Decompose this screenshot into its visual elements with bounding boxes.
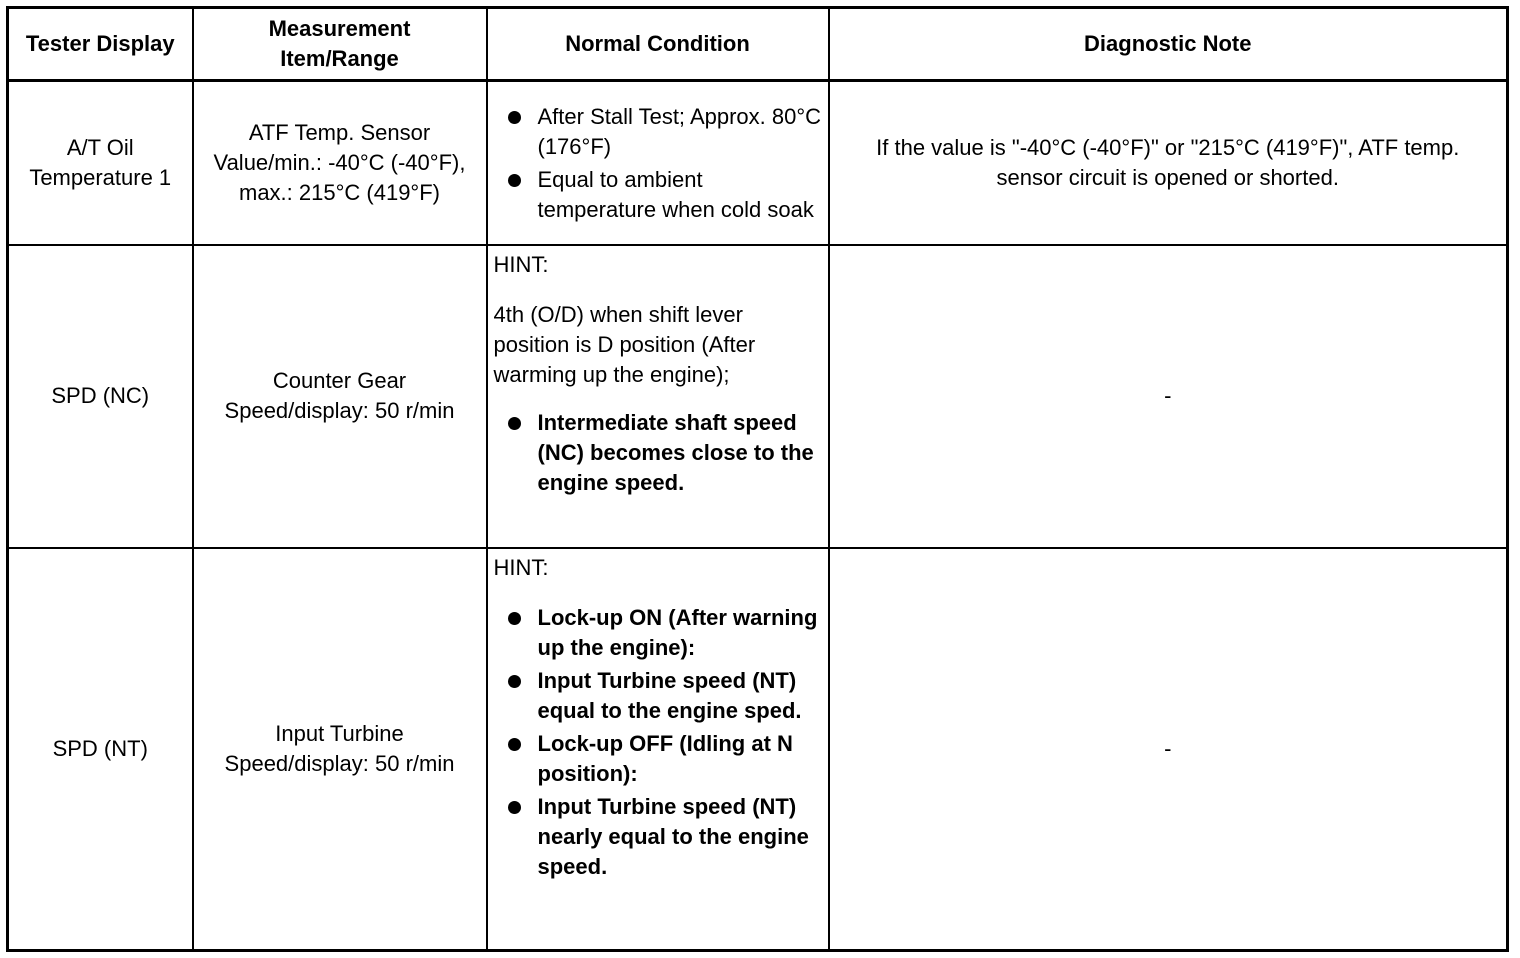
- condition-bullet: Lock-up OFF (Idling at N position):: [494, 729, 822, 789]
- tester-display-cell: SPD (NT): [8, 548, 193, 951]
- hint-label: HINT:: [493, 554, 549, 580]
- condition-bullet: After Stall Test; Approx. 80°C (176°F): [494, 102, 822, 162]
- condition-bullet-list: [494, 408, 822, 498]
- measurement-cell: Counter Gear Speed/display: 50 r/min: [193, 245, 487, 548]
- condition-bullet: Intermediate shaft speed (NC) becomes close to the engine speed.: [494, 408, 822, 498]
- hint-label: HINT:: [493, 251, 549, 277]
- normal-condition-cell: [487, 548, 829, 951]
- table-row: [8, 245, 1508, 548]
- normal-condition-cell: [487, 81, 829, 245]
- diagnostic-note-cell: If the value is "-40°C (-40°F)" or "215°C (419°F)", ATF temp. sensor circuit is opened or shorted.: [829, 81, 1508, 245]
- condition-bullet: Input Turbine speed (NT) nearly equal to the engine speed.: [494, 792, 822, 882]
- diagnostic-note-cell: -: [829, 548, 1508, 951]
- condition-bullet: Lock-up ON (After warning up the engine):: [494, 603, 822, 663]
- condition-bullet: Equal to ambient temperature when cold soak: [494, 165, 822, 225]
- table-row: [8, 81, 1508, 245]
- normal-condition-cell: [487, 245, 829, 548]
- measurement-cell: Input Turbine Speed/display: 50 r/min: [193, 548, 487, 951]
- table-row: [8, 548, 1508, 951]
- condition-bullet: Input Turbine speed (NT) equal to the engine sped.: [494, 666, 822, 726]
- diagnostic-note-cell: -: [829, 245, 1508, 548]
- header-diagnostic-note: Diagnostic Note: [829, 8, 1508, 81]
- condition-bullet-list: [494, 603, 822, 882]
- header-row: [8, 8, 1508, 81]
- header-measurement: Measurement Item/Range: [193, 8, 487, 81]
- measurement-cell: ATF Temp. Sensor Value/min.: -40°C (-40°F), max.: 215°C (419°F): [193, 81, 487, 245]
- tester-display-cell: A/T Oil Temperature 1: [8, 81, 193, 245]
- tester-display-cell: SPD (NC): [8, 245, 193, 548]
- header-tester-display: Tester Display: [8, 8, 193, 81]
- condition-bullet-list: [494, 102, 822, 225]
- header-normal-condition: Normal Condition: [487, 8, 829, 81]
- diagnostic-table: [6, 6, 1509, 952]
- condition-text: 4th (O/D) when shift lever position is D position (After warming up the engine);: [493, 301, 756, 387]
